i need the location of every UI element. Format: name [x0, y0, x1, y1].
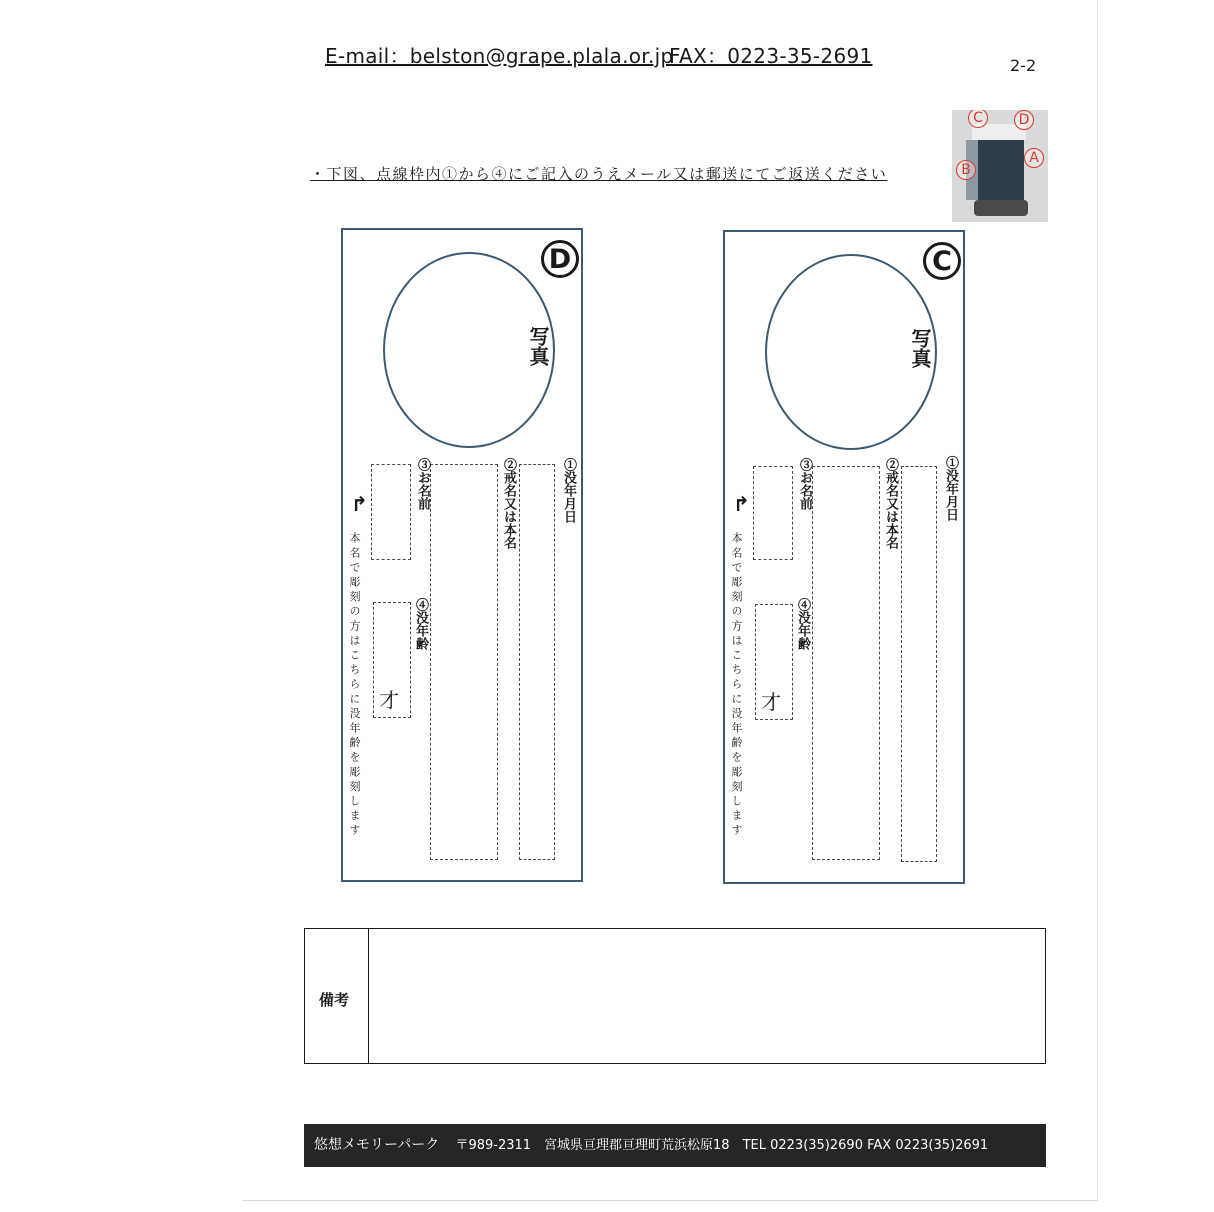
- remarks-label-cell: [305, 929, 369, 1063]
- fax-number: FAX：0223-35-2691: [669, 44, 873, 68]
- photo-area[interactable]: [765, 254, 937, 450]
- posthumous-name-label: ②戒名又は本名: [501, 458, 516, 549]
- company-address: 〒989-2311 宮城県亘理郡亘理町荒浜松原18 TEL 0223(35)2690 FAX 0223(35)2691: [455, 1138, 989, 1153]
- death-date-label: ①没年月日: [943, 456, 958, 521]
- footer-bar: [304, 1124, 1046, 1167]
- name-field[interactable]: [371, 464, 411, 560]
- page-number: 2-2: [1010, 56, 1037, 75]
- marker-c: C: [968, 110, 988, 128]
- stone-face: [978, 140, 1024, 200]
- marker-d: D: [1014, 110, 1034, 130]
- card-d: [341, 228, 583, 882]
- engraving-note: 本名で彫刻の方はこちらに没年齢を彫刻します: [730, 532, 743, 839]
- death-date-label: ①没年月日: [561, 458, 576, 523]
- email-address[interactable]: E-mail：belston@grape.plala.or.jp: [325, 44, 674, 68]
- photo-label: 写真: [526, 326, 550, 366]
- remarks-table: [304, 928, 1046, 1064]
- remarks-label: 備考: [319, 991, 350, 1009]
- stone-base: [974, 200, 1028, 216]
- remarks-input[interactable]: [369, 929, 1045, 1063]
- age-suffix: 才: [379, 688, 399, 712]
- card-c: [723, 230, 965, 884]
- photo-area[interactable]: [383, 252, 555, 448]
- posthumous-name-field[interactable]: [812, 466, 880, 860]
- name-field[interactable]: [753, 466, 793, 560]
- name-label: ③お名前: [415, 458, 430, 510]
- arrow-icon: ↱: [733, 492, 750, 516]
- tombstone-thumbnail: [952, 110, 1048, 222]
- age-suffix: 才: [761, 690, 781, 714]
- photo-label: 写真: [908, 328, 932, 368]
- engraving-note: 本名で彫刻の方はこちらに没年齢を彫刻します: [348, 532, 361, 839]
- posthumous-name-label: ②戒名又は本名: [883, 458, 898, 549]
- marker-a: A: [1024, 148, 1044, 168]
- age-label: ④没年齢: [795, 598, 810, 650]
- arrow-icon: ↱: [351, 492, 368, 516]
- name-label: ③お名前: [797, 458, 812, 510]
- marker-b: B: [956, 160, 976, 180]
- posthumous-name-field[interactable]: [430, 464, 498, 860]
- card-badge: D: [541, 240, 579, 278]
- card-badge: C: [923, 242, 961, 280]
- death-date-field[interactable]: [901, 466, 937, 862]
- company-name: 悠想メモリーパーク: [314, 1137, 440, 1153]
- instruction-text: ・下図、点線枠内①から④にご記入のうえメール又は郵送にてご返送ください: [310, 165, 888, 183]
- death-date-field[interactable]: [519, 464, 555, 860]
- age-label: ④没年齢: [413, 598, 428, 650]
